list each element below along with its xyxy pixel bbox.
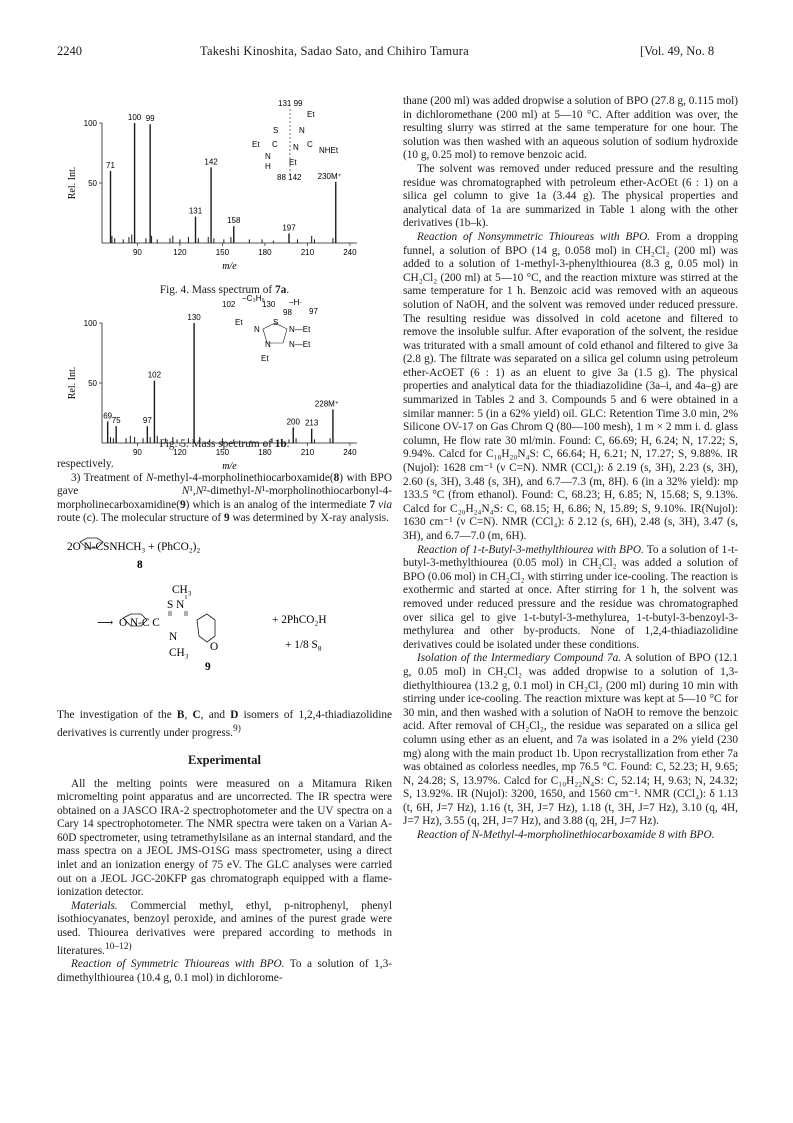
- atom-s: S: [273, 318, 279, 327]
- atom-n: N: [265, 340, 271, 349]
- peak-label: 200: [286, 417, 300, 427]
- investigation-paragraph: The investigation of the B, C, and D isomers of 1,2,4-thiadiazolidine derivatives is currently under progress.$^{9)}$: [57, 708, 392, 739]
- experimental-heading: Experimental: [188, 752, 261, 767]
- item-3-paragraph: 3) Treatment of N-methyl-4-morpholinethiocarboxamide(8) with BPO gave N¹,N²-dimethyl-N¹-morpholinothiocarbonyl-4-morpholinecarboxamidine(9) which is an analog of the intermediate 7 via route (c). The molecular structure of 9 was determined by X-ray analysis.: [57, 471, 392, 525]
- atom-nhet: NHEt: [319, 146, 339, 155]
- peak-label: 158: [227, 216, 241, 226]
- peak-label: 75: [111, 416, 121, 426]
- peak-label: 131: [188, 206, 203, 216]
- mass-spectrum-chart-fig4: [57, 95, 392, 270]
- peak-label: 100: [127, 113, 142, 122]
- peak-label: 142: [204, 157, 218, 167]
- x-tick-label: 240: [343, 248, 357, 257]
- y-axis-label: Rel. Int.: [67, 366, 78, 400]
- reaction-symmetric-paragraph: Reaction of Symmetric Thioureas with BPO. To a solution of 1,3-dimethylthiourea (10.4 g, 0.1 mol) in dichlorome-: [57, 958, 392, 984]
- y-axis-label: Rel. Int.: [67, 166, 78, 200]
- scheme-s-n: S N: [167, 598, 185, 611]
- y-tick-label: 100: [83, 319, 97, 328]
- atom-n: N: [265, 152, 271, 161]
- scheme-n: N: [169, 630, 178, 643]
- atom-n: N: [254, 325, 260, 334]
- left-column: [57, 458, 392, 985]
- right-column: [403, 95, 738, 843]
- scheme-reactant: 2O N-CSNHCH₃ + (PhCO₂)₂: [67, 540, 201, 553]
- last-heading: Reaction of N-Methyl-4-morpholinethiocarboxamide 8 with BPO.: [417, 829, 715, 842]
- atom-n: N: [293, 143, 299, 152]
- x-axis-label: m/e: [222, 461, 237, 470]
- structure-7a: [252, 99, 339, 182]
- scheme-byproduct-1: + 2PhCO₂H: [272, 613, 327, 626]
- x-tick-label: 240: [343, 448, 357, 457]
- atom-c: C: [307, 140, 313, 149]
- atom-et: Et: [289, 158, 297, 167]
- atom-et: Et: [261, 354, 269, 363]
- right-paragraph-1: thane (200 ml) was added dropwise a solution of BPO (27.8 g, 0.115 mol) in dichloromethane (200 ml) at 5—10 °C. After addition was over, the resulting slurry was stirred at the same temperature for one hour. The solution was then washed with an aqueous solution of sodium hydroxide (10 g, 0.25 mol) to remove benzoic acid.: [403, 95, 738, 162]
- nonsymmetric-paragraph: Reaction of Nonsymmetric Thioureas with BPO. From a dropping funnel, a solution of BPO (14 g, 0.058 mol) in CH₂Cl₂ (200 ml) was added to a solution of 1-methyl-3-phenylthiourea (8.3 g, 0.05 mol) in CH₂Cl₂ (200 ml) at 5—10 °C, and the reaction mixture was stirred at the same temperature for 1 h. Benzoic acid was removed with an aqueous solution of NaOH, and the solvent was removed under reduced pressure. The resulting residue was dissolved in cold acetone and filtered to remove the insoluble sulfur. After evaporation of the solvent, the residue was triturated with a small amount of cold ethanol and filtered to give 3a (2.8 g). The filtrate was separated on a silica gel column using petroleum ether-AcOET (6 : 1) as an eluent to give 3a (1.5 g). The physical properties and analytical data for the thiadiazolidine (3a–i, and 4a–g) are summarized in Tables 2 and 3. Compounds 5 and 6 were obtained in a similar manner: 5 (in a 62% yield) oil. GLC: Retention Time 3.0 min, 2% Silicone OV-17 on Gas Chrom Q (80—100 mesh), 1 m × 2 mm i. d. glass column, He flow rate 30 ml/min. Found: C, 66.69; H, 6.24; N, 17.22; S, 9.94%. Calcd for C₁₈H₂₀N₄S: C, 66.64; H, 6.21; N, 17.27; S, 9.88%. IR (Nujol): 1628 cm⁻¹ (ν C=N). NMR (CCl₄): δ 2.19 (s, 3H), 2.23 (s, 3H), 2.60 (s, 3H), 3.48 (s, 3H), and 6.7—7.3 (m, 8H). 6 (in a 32% yield): mp 133.5 °C (from ethanol). Found: C, 68.23; H, 6.85; N, 15.68; S, 9.13%. Calcd for C₂₀H₂₄N₄S: C, 68.15; H, 6.86; N, 15.89; S, 9.10%. IR(Nujol): 1630 cm⁻¹ (ν C=N). NMR (CCl₄): δ 2.12 (s, 6H), 2.48 (s, 3H), 3.47 (s, 3H), and 6.7—7.0 (m, 6H).: [403, 230, 738, 542]
- peak-label: 71: [106, 161, 115, 170]
- x-tick-label: 90: [132, 248, 142, 257]
- figure-4-caption: Fig. 4. Mass spectrum of 7a.: [159, 284, 290, 296]
- materials-paragraph: Materials. Commercial methyl, ethyl, p-nitrophenyl, phenyl isothiocyanates, benzoyl peroxide, and amines of the purest grade were used. Thiourea derivatives were prepared according to methods in literatures.$^{10-12)}$: [57, 899, 392, 957]
- peak-label: 228M⁺: [314, 399, 340, 409]
- isolation-paragraph: Isolation of the Intermediary Compound 7a. A solution of BPO (12.1 g, 0.05 mol) in CH₂Cl₂ was added dropwise to a solution of 1,3-diethylthiourea (13.2 g, 0.1 mol) in CH₂Cl₂ (200 ml) during 10 min with stirring under ice-cooling. The reaction mixture was kept at 5—10 °C for 30 min, and then washed with a solution of NaOH to remove the benzoic acid. After removal of CH₂Cl₂, the residue was separated on a silica gel column using ether as an eluent, and 7a was isolated in a 2% yield (230 mg) along with the main product 1b. Upon recrystallization from ether 7a was obtained as colorless needles, mp 76.5 °C. Found: C, 52.23; H, 9.65; N, 24.28; S, 13.97%. Calcd for C₁₀H₂₂N₄S: C, 52.14; H, 9.63; N, 24.32; S, 13.92%. IR (Nujol): 3200, 1650, and 1560 cm⁻¹. NMR (CCl₄): δ 1.13 (t, 6H, J=7 Hz), 1.16 (t, 3H, J=7 Hz), 1.18 (t, 3H, J=7 Hz), 3.10 (q, 4H, J=7 Hz), 3.55 (q, 2H, J=7 Hz), and 3.88 (q, 2H, J=7 Hz).: [403, 652, 739, 828]
- experimental-paragraph: All the melting points were measured on a Mitamura Riken micromelting point apparatus and are uncorrected. The IR spectra were obtained on a JASCO IRA-2 spectrophotometer and the UV spectra on a Cary 14 spectrophotometer. The NMR spectra were taken on a Varian A-60D spectrometer, using tetramethylsilane as an internal standard, and the mass spectra on a JEOL JMS-O1SG mass spectrometer, using a direct inlet and an ionization energy of 75 eV. The GLC analyses were carried out on a JEOL JGC-20KFP gas chromatograph equipped with a flame-ionization detector.: [57, 777, 392, 899]
- peak-label: 99: [145, 114, 155, 124]
- fragment-102: 102: [222, 300, 236, 309]
- peak-label: 97: [142, 416, 152, 426]
- scheme-arrow: ⟶: [97, 616, 114, 629]
- fragment-loss-h: −H·: [289, 298, 303, 307]
- atom-n-et: N—Et: [289, 325, 311, 334]
- scheme-label-8: 8: [137, 558, 143, 571]
- y-tick-label: 50: [88, 379, 97, 388]
- scheme-o: O: [210, 640, 219, 653]
- peak-label: 130: [187, 313, 201, 322]
- atom-n-et: N—Et: [289, 340, 311, 349]
- peak-label: 197: [282, 223, 296, 233]
- fragment-97: 97: [309, 307, 318, 316]
- x-tick-label: 120: [173, 448, 187, 457]
- atom-n: N: [299, 126, 305, 135]
- scheme-ch3-top: CH₃: [172, 583, 192, 596]
- respectively-text: respectively.: [57, 458, 114, 470]
- page-number: 2240: [57, 44, 82, 58]
- y-tick-label: 50: [88, 179, 97, 188]
- figure-5-caption: Fig. 5. Mass spectrum of 1b.: [159, 438, 290, 450]
- x-tick-label: 180: [258, 248, 272, 257]
- scheme-ch3-bottom: CH₃: [169, 646, 189, 659]
- fragment-98: 98: [283, 308, 292, 317]
- peak-label: 69: [103, 411, 113, 421]
- x-tick-label: 150: [215, 248, 230, 257]
- y-tick-label: 100: [83, 119, 97, 128]
- atom-et: Et: [252, 140, 260, 149]
- right-paragraph-2: The solvent was removed under reduced pressure and the resulting residue was chromatographed with petroleum ether-AcOEt (6 : 1) on a silica gel column to give 1a (3.44 g). The physical properties and analytical data of 1a are summarized in Table 1 along with the other derivatives (1b–k).: [403, 162, 738, 230]
- x-tick-label: 210: [300, 248, 315, 257]
- running-authors: Takeshi Kinoshita, Sadao Sato, and Chihiro Tamura: [200, 44, 469, 58]
- atom-c: C: [272, 140, 278, 149]
- atom-s: S: [273, 126, 279, 135]
- fragment-top-label: 131 99: [278, 99, 303, 108]
- x-tick-label: 210: [300, 448, 315, 457]
- fragment-loss: −C₃H₅: [242, 295, 265, 303]
- atom-et: Et: [307, 110, 315, 119]
- peak-label: 213: [304, 418, 319, 428]
- x-tick-label: 180: [258, 448, 272, 457]
- scheme-byproduct-2: + 1/8 S₈: [285, 638, 322, 651]
- x-tick-label: 150: [215, 448, 230, 457]
- x-tick-label: 90: [132, 448, 142, 457]
- scheme-label-9: 9: [205, 660, 211, 673]
- volume-info: [Vol. 49, No. 8: [640, 44, 715, 58]
- x-tick-label: 120: [173, 248, 187, 257]
- reaction-scheme: [57, 528, 392, 703]
- x-axis-label: m/e: [222, 261, 237, 270]
- fragment-130: 130: [262, 300, 276, 309]
- atom-h: H: [265, 162, 271, 171]
- peak-label: 102: [147, 370, 162, 380]
- scheme-product-main: O N-C C: [119, 616, 160, 629]
- atom-et: Et: [235, 318, 243, 327]
- butyl-paragraph: Reaction of 1-t-Butyl-3-methylthiourea with BPO. To a solution of 1-t-butyl-3-methylthiourea (0.05 mol) in CH₂Cl₂ was added a solution of BPO (0.06 mol) in CH₂Cl₂ with stirring under ice-cooling. The reaction is exothermic and started at once. After stirring for 1 h, the solvent was removed under reduced pressure and the residue was chromatographed over silica gel to give 1-t-butyl-3-methylurea, 1-t-butyl-3-benzoyl-3-methylurea and other by-products. None of 1,2,4-thiadiazolidine derivatives could be isolated under these conditions.: [403, 543, 738, 651]
- peak-label: 230M⁺: [317, 171, 342, 181]
- fragment-bottom-label: 88 142: [277, 173, 302, 182]
- structure-1b: [222, 295, 318, 363]
